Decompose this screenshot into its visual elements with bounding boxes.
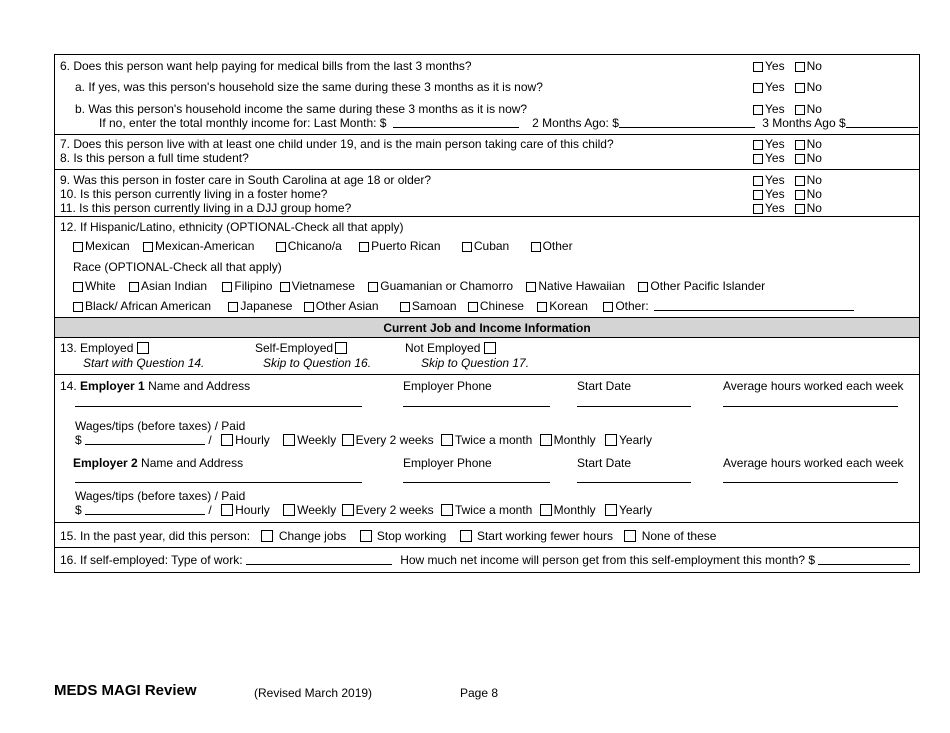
employer1-yearly-checkbox[interactable] xyxy=(605,434,617,446)
employer1-start-label: Start Date xyxy=(577,379,632,393)
filipino-checkbox[interactable] xyxy=(222,282,232,292)
race-options-row2 xyxy=(73,299,854,313)
q6a-no-checkbox[interactable] xyxy=(795,83,805,93)
q15-option: Stop working xyxy=(376,529,447,543)
q10-yes-no xyxy=(753,187,822,201)
employer1-start-field[interactable] xyxy=(577,406,691,407)
q10-yes-checkbox[interactable] xyxy=(753,190,763,200)
yes-label: Yes xyxy=(765,137,785,151)
q8-label: 8. Is this person a full time student? xyxy=(60,151,249,165)
footer-revised: (Revised March 2019) xyxy=(254,686,373,700)
race-option: Black/ African American xyxy=(85,299,212,313)
name-address-label: Name and Address xyxy=(148,379,251,393)
employer2-monthly-checkbox[interactable] xyxy=(540,504,552,516)
q10-no-checkbox[interactable] xyxy=(795,190,805,200)
mexican-american-checkbox[interactable] xyxy=(143,242,153,252)
yes-label: Yes xyxy=(765,201,785,215)
form-page xyxy=(54,54,920,573)
race-option: Native Hawaiian xyxy=(538,279,626,293)
race-option: Samoan xyxy=(411,299,457,313)
q12-label: 12. If Hispanic/Latino, ethnicity (OPTIONAL-Check all that apply) xyxy=(60,220,404,234)
q15-option: Start working fewer hours xyxy=(476,529,614,543)
slash: / xyxy=(208,503,212,517)
pay-frequency: Monthly xyxy=(553,433,596,447)
change-jobs-checkbox[interactable] xyxy=(261,530,273,542)
cuban-checkbox[interactable] xyxy=(462,242,472,252)
race-option: Asian Indian xyxy=(141,279,208,293)
ethnicity-option: Mexican xyxy=(85,239,130,253)
employer2-every2weeks-checkbox[interactable] xyxy=(342,504,354,516)
employer1-label xyxy=(60,379,250,393)
q6a-label: a. If yes, was this person's household size the same during these 3 months as it is now? xyxy=(75,80,543,94)
q6b-yes-no xyxy=(753,102,822,116)
not-employed-option xyxy=(405,341,498,355)
pay-frequency: Weekly xyxy=(297,503,337,517)
employer2-start-field[interactable] xyxy=(577,482,691,483)
ethnicity-options xyxy=(73,239,573,253)
q8-no-checkbox[interactable] xyxy=(795,154,805,164)
job-income-title: Current Job and Income Information xyxy=(383,321,591,335)
no-label: No xyxy=(806,151,822,165)
race-options-row1 xyxy=(73,279,765,293)
q7-label: 7. Does this person live with at least one child under 19, and is the main person taking care of this child? xyxy=(60,137,614,151)
section-q9-q11 xyxy=(55,170,919,217)
net-income-label: How much net income will person get from this self-employment this month? $ xyxy=(400,553,816,567)
q9-yes-checkbox[interactable] xyxy=(753,176,763,186)
last-month-field[interactable] xyxy=(393,117,519,128)
yes-label: Yes xyxy=(765,151,785,165)
ethnicity-option: Chicano/a xyxy=(287,239,342,253)
employer2-phone-label: Employer Phone xyxy=(403,456,492,470)
q15-row xyxy=(60,529,716,543)
stop-working-checkbox[interactable] xyxy=(360,530,372,542)
q6b-income-row xyxy=(99,116,918,130)
self-employed-label: Self-Employed xyxy=(255,341,334,355)
chicano-checkbox[interactable] xyxy=(276,242,286,252)
employer2-hours-label: Average hours worked each week xyxy=(723,456,904,470)
no-label: No xyxy=(806,137,822,151)
employer1-monthly-checkbox[interactable] xyxy=(540,434,552,446)
mexican-checkbox[interactable] xyxy=(73,242,83,252)
q6b-yes-checkbox[interactable] xyxy=(753,105,763,115)
q6a-yes-no xyxy=(753,80,822,94)
q7-yes-checkbox[interactable] xyxy=(753,140,763,150)
no-label: No xyxy=(806,173,822,187)
employer2-title: Employer 2 xyxy=(73,456,138,470)
none-of-these-checkbox[interactable] xyxy=(624,530,636,542)
employer2-wages-label: Wages/tips (before taxes) / Paid xyxy=(75,489,246,503)
employer2-yearly-checkbox[interactable] xyxy=(605,504,617,516)
dollar-sign: $ xyxy=(75,503,82,517)
no-label: No xyxy=(806,187,822,201)
q7-no-checkbox[interactable] xyxy=(795,140,805,150)
pay-frequency: Every 2 weeks xyxy=(355,503,434,517)
employed-note: Start with Question 14. xyxy=(83,356,205,370)
q16-label: 16. If self-employed: Type of work: xyxy=(60,553,243,567)
section-q15 xyxy=(55,523,919,548)
no-label: No xyxy=(806,80,822,94)
employer1-every2weeks-checkbox[interactable] xyxy=(342,434,354,446)
ethnicity-option: Mexican-American xyxy=(155,239,255,253)
q6a-yes-checkbox[interactable] xyxy=(753,83,763,93)
footer-page-number: Page 8 xyxy=(460,686,499,700)
employed-checkbox[interactable] xyxy=(137,342,149,354)
three-months-field[interactable] xyxy=(846,117,918,128)
no-label: No xyxy=(806,102,822,116)
race-option: Other Asian xyxy=(315,299,379,313)
q11-no-checkbox[interactable] xyxy=(795,204,805,214)
not-employed-note: Skip to Question 17. xyxy=(421,356,530,370)
footer-title: MEDS MAGI Review xyxy=(54,682,197,699)
section-q12 xyxy=(55,217,919,318)
job-income-header xyxy=(55,318,919,338)
pay-frequency: Hourly xyxy=(235,503,270,517)
name-address-label: Name and Address xyxy=(141,456,244,470)
pay-frequency: Weekly xyxy=(297,433,337,447)
fewer-hours-checkbox[interactable] xyxy=(460,530,472,542)
samoan-checkbox[interactable] xyxy=(400,302,410,312)
q10-label: 10. Is this person currently living in a foster home? xyxy=(60,187,328,201)
yes-label: Yes xyxy=(765,173,785,187)
not-employed-checkbox[interactable] xyxy=(484,342,496,354)
race-option: Filipino xyxy=(234,279,273,293)
section-q14 xyxy=(55,375,919,523)
q16-row xyxy=(60,553,910,567)
pay-frequency: Twice a month xyxy=(454,433,533,447)
japanese-checkbox[interactable] xyxy=(228,302,238,312)
dollar-sign: $ xyxy=(75,433,82,447)
type-of-work-field[interactable] xyxy=(246,554,392,565)
employed-label: 13. Employed xyxy=(60,341,134,355)
employer1-wages-label: Wages/tips (before taxes) / Paid xyxy=(75,419,246,433)
white-checkbox[interactable] xyxy=(73,282,83,292)
q7-yes-no xyxy=(753,137,822,151)
q15-option: None of these xyxy=(641,529,717,543)
pay-frequency: Yearly xyxy=(619,433,652,447)
race-option: Chinese xyxy=(479,299,524,313)
race-option: Japanese xyxy=(240,299,293,313)
employer2-label xyxy=(73,456,243,470)
employer2-start-label: Start Date xyxy=(577,456,632,470)
employer2-hours-field[interactable] xyxy=(723,482,898,483)
employer2-phone-field[interactable] xyxy=(403,482,550,483)
race-option: Vietnamese xyxy=(291,279,355,293)
q6b-no-checkbox[interactable] xyxy=(795,105,805,115)
q11-yes-checkbox[interactable] xyxy=(753,204,763,214)
employer1-phone-field[interactable] xyxy=(403,406,550,407)
puerto-rican-checkbox[interactable] xyxy=(359,242,369,252)
other-race-field[interactable] xyxy=(654,300,854,311)
ethnicity-option: Cuban xyxy=(473,239,510,253)
pay-frequency: Twice a month xyxy=(454,503,533,517)
ethnicity-option: Other xyxy=(542,239,573,253)
two-months-label: 2 Months Ago: $ xyxy=(532,116,619,130)
q15-option: Change jobs xyxy=(278,529,347,543)
race-option: Other Pacific Islander xyxy=(650,279,766,293)
employer1-hourly-checkbox[interactable] xyxy=(221,434,233,446)
q15-label: 15. In the past year, did this person: xyxy=(60,529,251,543)
other-pacific-islander-checkbox[interactable] xyxy=(638,282,648,292)
employer2-wage-field[interactable] xyxy=(85,504,205,515)
pay-frequency: Yearly xyxy=(619,503,652,517)
q9-label: 9. Was this person in foster care in South Carolina at age 18 or older? xyxy=(60,173,432,187)
net-income-field[interactable] xyxy=(818,554,910,565)
no-label: No xyxy=(806,59,822,73)
q6-yes-no xyxy=(753,59,822,73)
employer1-phone-label: Employer Phone xyxy=(403,379,492,393)
guamanian-checkbox[interactable] xyxy=(368,282,378,292)
slash: / xyxy=(208,433,212,447)
section-q13 xyxy=(55,338,919,375)
employer2-twicemonth-checkbox[interactable] xyxy=(441,504,453,516)
employer1-hours-label: Average hours worked each week xyxy=(723,379,904,393)
race-label: Race (OPTIONAL-Check all that apply) xyxy=(73,260,282,274)
black-african-american-checkbox[interactable] xyxy=(73,302,83,312)
self-employed-note: Skip to Question 16. xyxy=(263,356,372,370)
self-employed-checkbox[interactable] xyxy=(335,342,347,354)
employer2-weekly-checkbox[interactable] xyxy=(283,504,295,516)
employer2-hourly-checkbox[interactable] xyxy=(221,504,233,516)
yes-label: Yes xyxy=(765,59,785,73)
race-option: Korean xyxy=(549,299,588,313)
no-label: No xyxy=(806,201,822,215)
yes-label: Yes xyxy=(765,187,785,201)
chinese-checkbox[interactable] xyxy=(468,302,478,312)
korean-checkbox[interactable] xyxy=(537,302,547,312)
q11-label: 11. Is this person currently living in a DJJ group home? xyxy=(60,201,352,215)
employer1-wages-row xyxy=(75,433,652,447)
employer1-name-field[interactable] xyxy=(75,406,362,407)
last-month-label: If no, enter the total monthly income for: Last Month: $ xyxy=(99,116,387,130)
vietnamese-checkbox[interactable] xyxy=(280,282,290,292)
q9-no-checkbox[interactable] xyxy=(795,176,805,186)
q6-no-checkbox[interactable] xyxy=(795,62,805,72)
employer1-hours-field[interactable] xyxy=(723,406,898,407)
self-employed-option xyxy=(255,341,349,355)
section-q16 xyxy=(55,548,919,572)
employer1-wage-field[interactable] xyxy=(85,434,205,445)
employer1-twicemonth-checkbox[interactable] xyxy=(441,434,453,446)
section-q6 xyxy=(55,55,919,135)
yes-label: Yes xyxy=(765,102,785,116)
race-option: Guamanian or Chamorro xyxy=(380,279,514,293)
race-option: Other: xyxy=(615,299,649,313)
other-ethnicity-checkbox[interactable] xyxy=(531,242,541,252)
q6-yes-checkbox[interactable] xyxy=(753,62,763,72)
q6b-label: b. Was this person's household income the same during these 3 months as it is now? xyxy=(75,102,528,116)
q14-number: 14. xyxy=(60,379,77,393)
not-employed-label: Not Employed xyxy=(405,341,481,355)
pay-frequency: Every 2 weeks xyxy=(355,433,434,447)
q11-yes-no xyxy=(753,201,822,215)
three-months-label: 3 Months Ago $ xyxy=(762,116,846,130)
employer1-weekly-checkbox[interactable] xyxy=(283,434,295,446)
section-q7-q8 xyxy=(55,135,919,170)
yes-label: Yes xyxy=(765,80,785,94)
q8-yes-no xyxy=(753,151,822,165)
other-race-checkbox[interactable] xyxy=(603,302,613,312)
pay-frequency: Monthly xyxy=(553,503,596,517)
employer2-name-field[interactable] xyxy=(75,482,362,483)
employer1-title: Employer 1 xyxy=(80,379,145,393)
pay-frequency: Hourly xyxy=(235,433,270,447)
two-months-field[interactable] xyxy=(619,117,755,128)
q9-yes-no xyxy=(753,173,822,187)
q8-yes-checkbox[interactable] xyxy=(753,154,763,164)
asian-indian-checkbox[interactable] xyxy=(129,282,139,292)
other-asian-checkbox[interactable] xyxy=(304,302,314,312)
native-hawaiian-checkbox[interactable] xyxy=(526,282,536,292)
employer2-wages-row xyxy=(75,503,652,517)
ethnicity-option: Puerto Rican xyxy=(371,239,441,253)
q6-label: 6. Does this person want help paying for medical bills from the last 3 months? xyxy=(60,59,472,73)
race-option: White xyxy=(85,279,116,293)
employed-option xyxy=(60,341,151,355)
